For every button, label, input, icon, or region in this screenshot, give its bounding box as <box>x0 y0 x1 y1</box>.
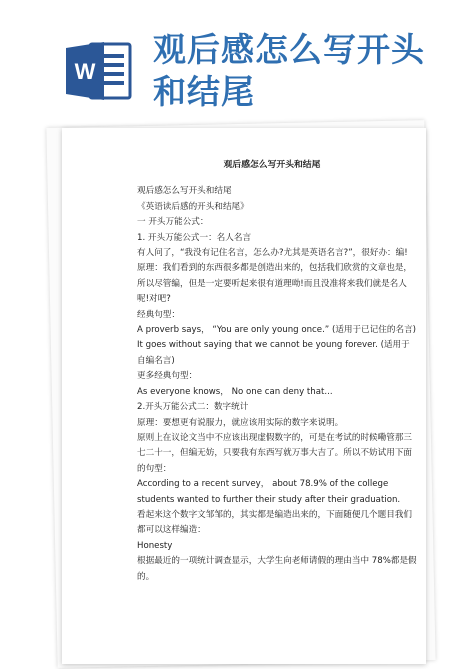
paragraph: 一 开头万能公式： <box>137 217 209 228</box>
header-banner <box>0 0 474 125</box>
page-title-line-2: 和结尾 <box>153 72 255 111</box>
paragraph: 观后感怎么写开头和结尾 <box>137 186 232 197</box>
document-body <box>137 158 417 585</box>
paragraph: 看起来这个数字文邹邹的，其实都是编造出来的，下面随便几个题目我们都可以这样编造： <box>137 509 413 536</box>
paragraph: 1. 开头万能公式一：名人名言 <box>137 232 252 243</box>
document-title: 观后感怎么写开头和结尾 <box>223 160 321 170</box>
paragraph: According to a recent survey， about 78.9% of the college students wanted to further their study after their graduation. <box>137 479 401 505</box>
logo-letter: W <box>74 59 96 84</box>
document-page <box>62 128 426 664</box>
paragraph: As everyone knows， No one can deny that... <box>137 386 333 397</box>
paragraph: A proverb says， “You are only young once.” (适用于已记住的名言) <box>137 325 417 336</box>
paragraph: 根据最近的一项统计调查显示，大学生向老师请假的理由当中 78%都是假的。 <box>137 556 417 582</box>
paragraph: 经典句型： <box>137 309 180 320</box>
paragraph: 原理：要想更有说服力，就应该用实际的数字来说明。 <box>137 417 344 428</box>
paragraph: 2.开头万能公式二：数字统计 <box>137 402 249 413</box>
paragraph: Honesty <box>137 540 173 551</box>
page-title-line-1: 观后感怎么写开头 <box>153 30 425 69</box>
paragraph: 《英语读后感的开头和结尾》 <box>137 201 249 212</box>
paragraph: It goes without saying that we cannot be young forever. (适用于自编名言) <box>137 340 410 366</box>
paragraph: 原则上在议论文当中不应该出现虚假数字的，可是在考试的时候嘞管那三七二十一，但编无妨，只要我有东西写就万事大吉了。所以不妨试用下面的句型： <box>137 432 413 474</box>
paragraph: 原理：我们看到的东西很多都是创造出来的，包括我们欣赏的文章也是，所以尽管编，但是一定要听起来很有道理呦!而且没准将来我们就是名人呢!对吧? <box>137 263 413 305</box>
paragraph: 有人问了，“我没有记住名言，怎么办?尤其是英语名言?”，很好办：编! <box>137 248 408 259</box>
word-document-icon <box>64 40 134 102</box>
paragraph: 更多经典句型： <box>137 371 198 382</box>
